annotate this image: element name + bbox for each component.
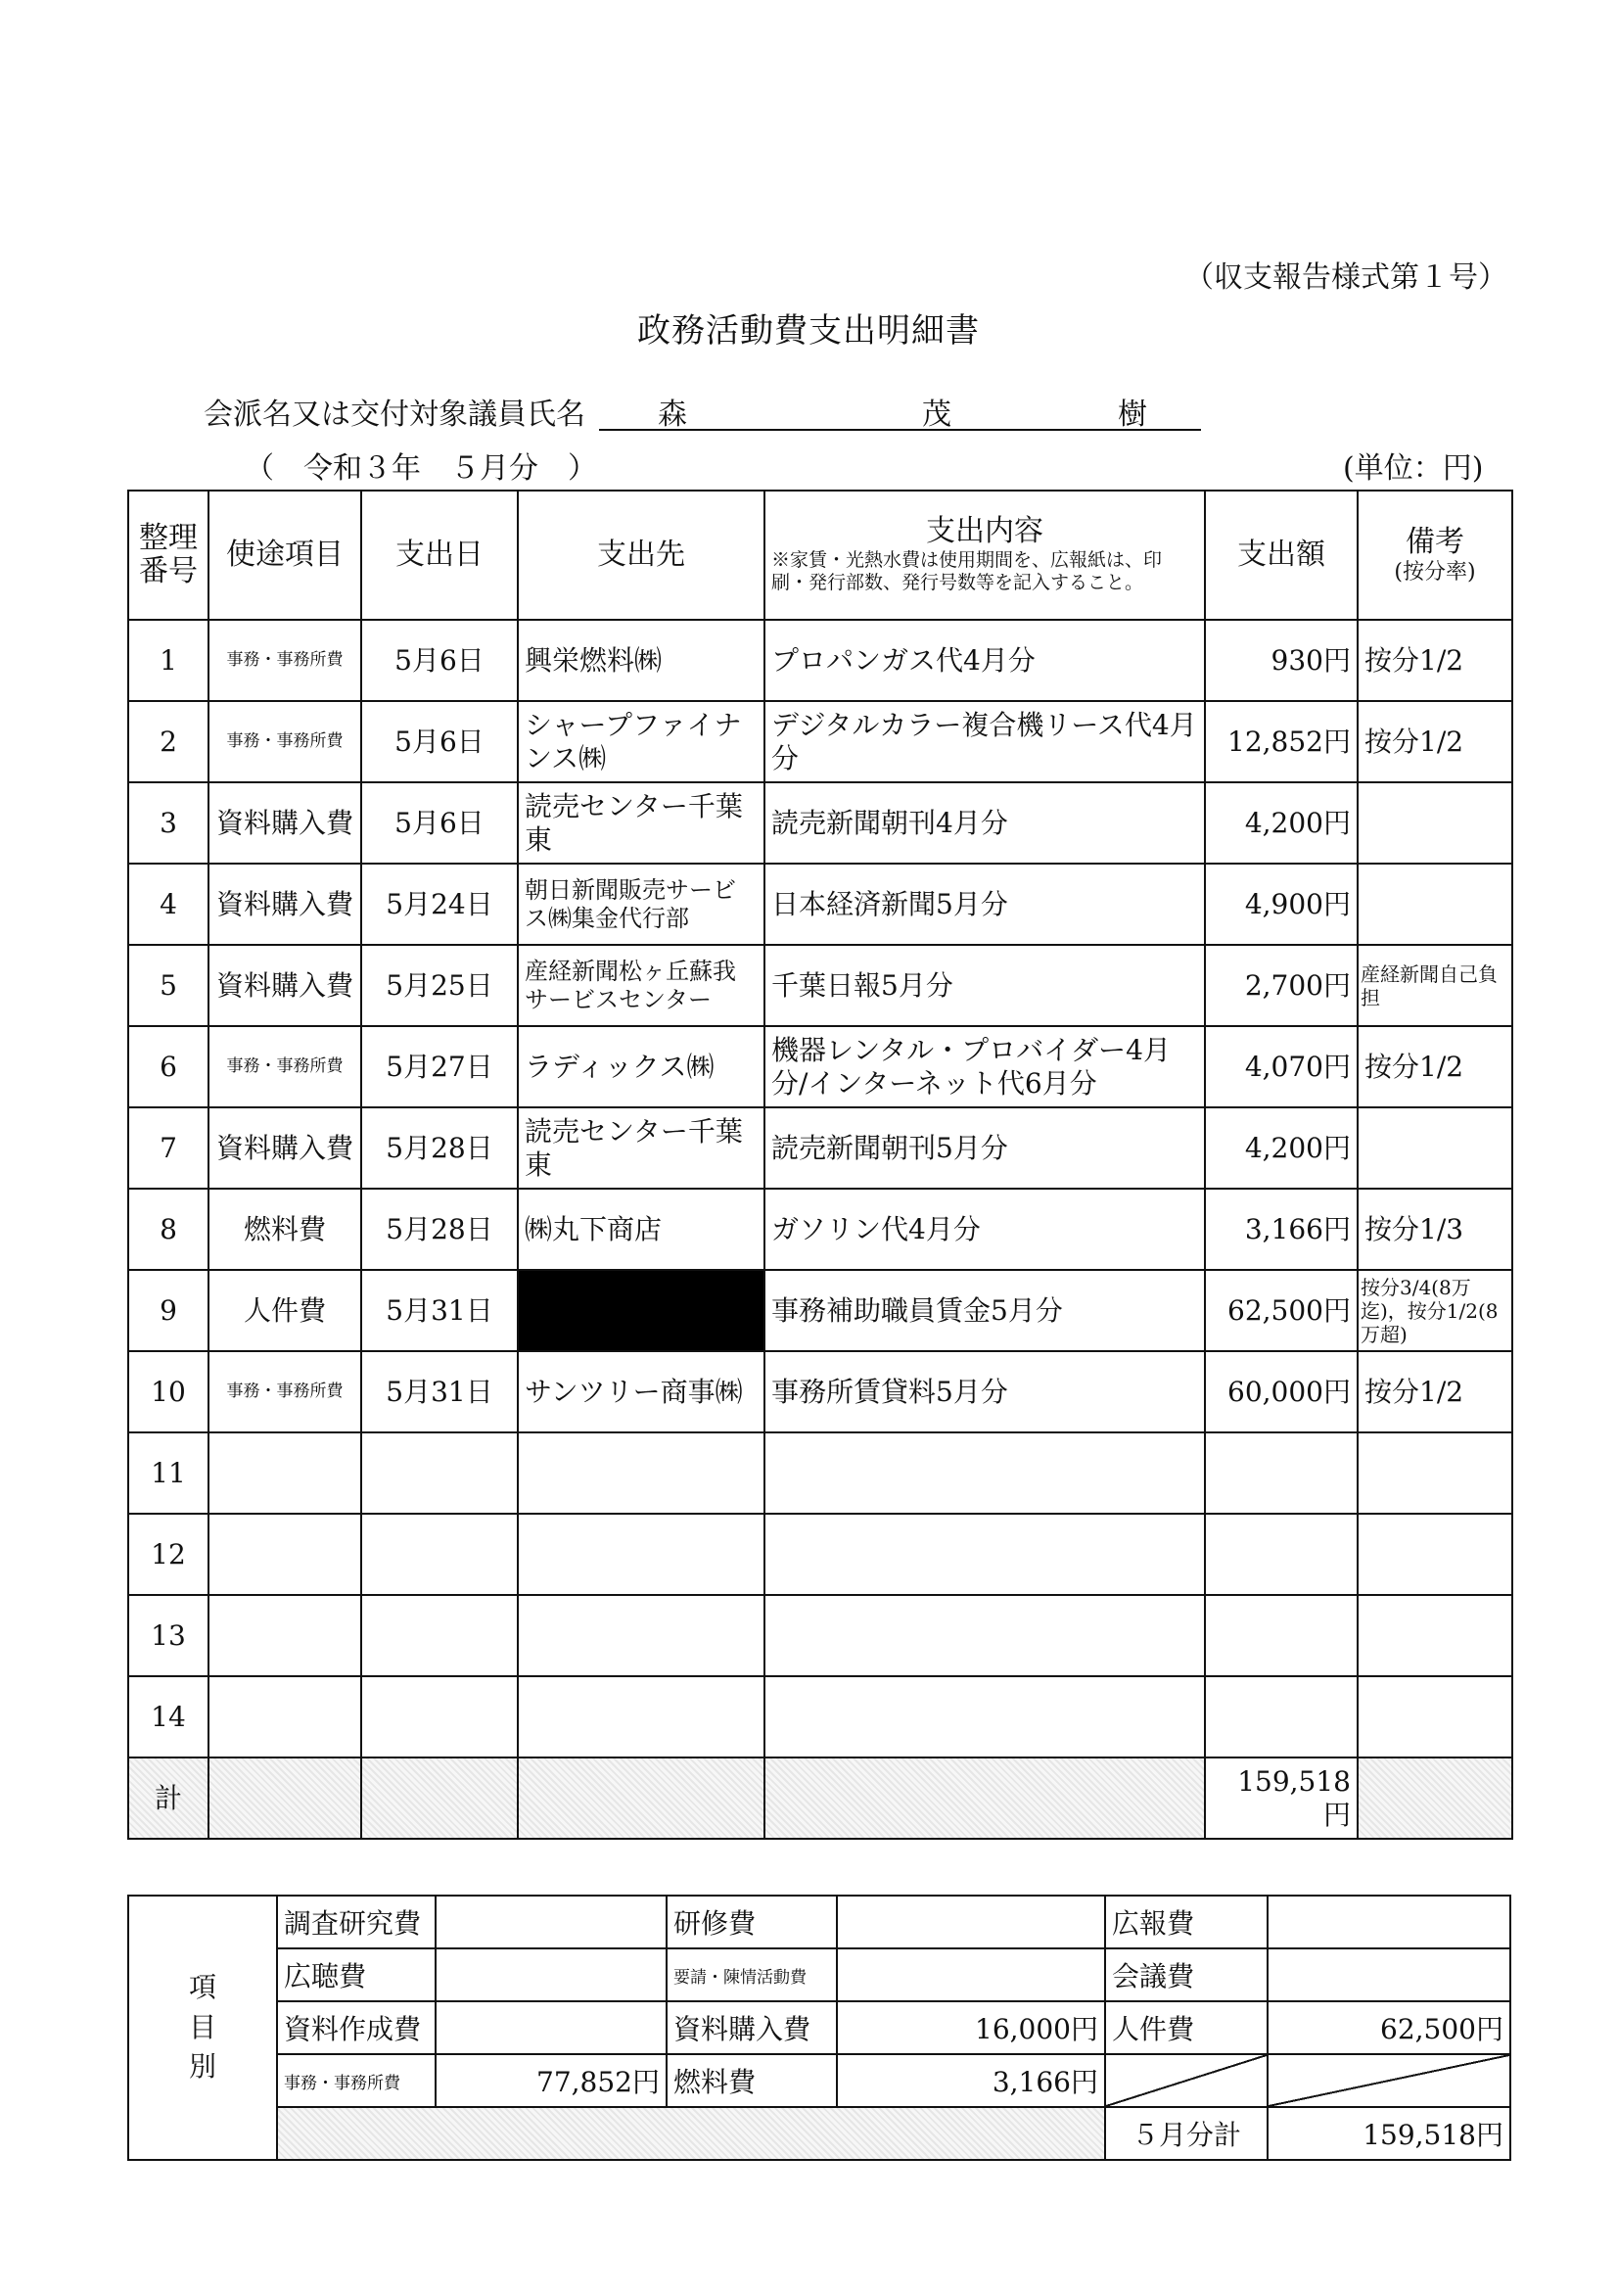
summary-label: 会議費 (1105, 1948, 1268, 2001)
summary-row (128, 1896, 1510, 1948)
header-date: 支出日 (361, 491, 518, 620)
row-remarks: 按分1/2 (1358, 1351, 1512, 1432)
name-label: 会派名又は交付対象議員氏名 (204, 398, 585, 432)
row-content (764, 1514, 1205, 1595)
name-part-1: 森 (658, 398, 687, 432)
summary-label: 燃料費 (667, 2054, 837, 2107)
row-no: 2 (128, 701, 208, 782)
row-amount: 3,166円 (1205, 1189, 1358, 1270)
summary-label: 調査研究費 (277, 1896, 436, 1948)
summary-total-row (128, 2107, 1510, 2160)
header-remarks (1358, 491, 1512, 620)
row-category: 資料購入費 (208, 864, 361, 945)
row-amount: 62,500円 (1205, 1270, 1358, 1351)
row-amount: 4,200円 (1205, 1107, 1358, 1189)
row-category: 事務・事務所費 (208, 701, 361, 782)
row-amount (1205, 1595, 1358, 1676)
row-content (764, 1676, 1205, 1757)
row-payee: サンツリー商事㈱ (518, 1351, 764, 1432)
row-remarks: 按分1/2 (1358, 1026, 1512, 1107)
row-remarks: 按分1/3 (1358, 1189, 1512, 1270)
row-amount (1205, 1514, 1358, 1595)
header-remarks-title: 備考 (1406, 525, 1464, 560)
row-amount: 4,900円 (1205, 864, 1358, 945)
row-no: 6 (128, 1026, 208, 1107)
row-payee (518, 1432, 764, 1514)
row-payee: シャープファイナンス㈱ (518, 701, 764, 782)
total-row (128, 1757, 1512, 1839)
header-content-title: 支出内容 (926, 514, 1043, 548)
row-content: 読売新聞朝刊4月分 (764, 782, 1205, 864)
row-remarks: 按分3/4(8万迄)，按分1/2(8万超) (1358, 1270, 1512, 1351)
row-no: 11 (128, 1432, 208, 1514)
table-row (128, 1514, 1512, 1595)
row-remarks (1358, 1514, 1512, 1595)
summary-value: 16,000円 (837, 2001, 1105, 2054)
name-part-3: 樹 (1118, 398, 1147, 432)
header-content-note: ※家賃・光熱水費は使用期間を、広報紙は、印刷・発行部数、発行号数等を記入すること。 (771, 548, 1163, 594)
table-row (128, 1595, 1512, 1676)
row-remarks (1358, 864, 1512, 945)
total-shade-4 (764, 1757, 1205, 1839)
row-date: 5月24日 (361, 864, 518, 945)
total-amount: 159,518円 (1205, 1757, 1358, 1839)
period: （ 令和３年 ５月分 ） (245, 451, 597, 486)
row-category (208, 1676, 361, 1757)
row-date: 5月31日 (361, 1351, 518, 1432)
row-content (764, 1432, 1205, 1514)
row-amount: 2,700円 (1205, 945, 1358, 1026)
row-remarks (1358, 1595, 1512, 1676)
row-date (361, 1676, 518, 1757)
row-content (764, 1595, 1205, 1676)
row-date: 5月27日 (361, 1026, 518, 1107)
row-content: 機器レンタル・プロバイダー4月分/インターネット代6月分 (764, 1026, 1205, 1107)
summary-row (128, 2001, 1510, 2054)
summary-value (1268, 1896, 1510, 1948)
row-payee (518, 1514, 764, 1595)
table-row (128, 620, 1512, 701)
header-payee: 支出先 (518, 491, 764, 620)
row-no: 13 (128, 1595, 208, 1676)
summary-value (837, 1948, 1105, 2001)
summary-value: 3,166円 (837, 2054, 1105, 2107)
summary-value (436, 2001, 667, 2054)
row-no: 3 (128, 782, 208, 864)
row-remarks: 産経新聞自己負担 (1358, 945, 1512, 1026)
row-no: 1 (128, 620, 208, 701)
row-category: 事務・事務所費 (208, 620, 361, 701)
table-row (128, 1676, 1512, 1757)
row-category: 資料購入費 (208, 945, 361, 1026)
row-date (361, 1514, 518, 1595)
total-label: 計 (128, 1757, 208, 1839)
table-row (128, 1432, 1512, 1514)
table-row (128, 1026, 1512, 1107)
row-payee: 朝日新聞販売サービス㈱集金代行部 (518, 864, 764, 945)
row-amount: 4,070円 (1205, 1026, 1358, 1107)
row-no: 7 (128, 1107, 208, 1189)
month-total-value: 159,518円 (1268, 2107, 1510, 2160)
unit-label: (単位：円) (1343, 451, 1484, 486)
row-payee: 産経新聞松ヶ丘蘇我サービスセンター (518, 945, 764, 1026)
header-amount: 支出額 (1205, 491, 1358, 620)
summary-row (128, 2054, 1510, 2107)
summary-label: 広報費 (1105, 1896, 1268, 1948)
row-no: 12 (128, 1514, 208, 1595)
expense-table (127, 490, 1513, 1840)
row-remarks (1358, 1432, 1512, 1514)
row-payee: 興栄燃料㈱ (518, 620, 764, 701)
summary-blank-diagonal (1105, 2054, 1268, 2107)
row-category: 資料購入費 (208, 782, 361, 864)
row-payee: 読売センター千葉東 (518, 1107, 764, 1189)
row-date: 5月6日 (361, 782, 518, 864)
row-category: 資料購入費 (208, 1107, 361, 1189)
summary-value (436, 1896, 667, 1948)
header-remarks-sub: (按分率) (1394, 559, 1476, 585)
total-shade-2 (361, 1757, 518, 1839)
table-row (128, 1270, 1512, 1351)
row-content: ガソリン代4月分 (764, 1189, 1205, 1270)
summary-value (1268, 1948, 1510, 2001)
summary-table (127, 1895, 1511, 2161)
row-remarks (1358, 782, 1512, 864)
row-no: 8 (128, 1189, 208, 1270)
row-content: 読売新聞朝刊5月分 (764, 1107, 1205, 1189)
row-content: 事務所賃貸料5月分 (764, 1351, 1205, 1432)
row-no: 9 (128, 1270, 208, 1351)
row-category (208, 1595, 361, 1676)
row-payee: ㈱丸下商店 (518, 1189, 764, 1270)
summary-label: 研修費 (667, 1896, 837, 1948)
total-shade-1 (208, 1757, 361, 1839)
row-payee (518, 1595, 764, 1676)
row-date: 5月31日 (361, 1270, 518, 1351)
row-category: 事務・事務所費 (208, 1026, 361, 1107)
row-date: 5月6日 (361, 620, 518, 701)
row-content: 事務補助職員賃金5月分 (764, 1270, 1205, 1351)
row-amount: 12,852円 (1205, 701, 1358, 782)
row-remarks: 按分1/2 (1358, 620, 1512, 701)
header-no: 整理番号 (128, 491, 208, 620)
summary-label: 広聴費 (277, 1948, 436, 2001)
row-category: 事務・事務所費 (208, 1351, 361, 1432)
summary-value: 77,852円 (436, 2054, 667, 2107)
row-payee (518, 1676, 764, 1757)
row-payee: ラディックス㈱ (518, 1026, 764, 1107)
total-shade-5 (1358, 1757, 1512, 1839)
summary-label: 資料作成費 (277, 2001, 436, 2054)
summary-value (837, 1896, 1105, 1948)
table-row (128, 945, 1512, 1026)
row-no: 5 (128, 945, 208, 1026)
side-char-3: 別 (188, 2050, 216, 2084)
summary-label: 人件費 (1105, 2001, 1268, 2054)
side-char-2: 目 (188, 2010, 216, 2043)
row-content: 千葉日報5月分 (764, 945, 1205, 1026)
table-header-row (128, 491, 1512, 620)
row-category: 人件費 (208, 1270, 361, 1351)
row-remarks (1358, 1676, 1512, 1757)
row-category: 燃料費 (208, 1189, 361, 1270)
table-row (128, 782, 1512, 864)
table-row (128, 1351, 1512, 1432)
row-no: 10 (128, 1351, 208, 1432)
summary-total-shade (277, 2107, 1105, 2160)
row-no: 4 (128, 864, 208, 945)
row-category (208, 1514, 361, 1595)
table-row (128, 1107, 1512, 1189)
row-amount (1205, 1676, 1358, 1757)
header-content (764, 491, 1205, 620)
summary-row (128, 1948, 1510, 2001)
summary-label: 要請・陳情活動費 (667, 1948, 837, 2001)
header-category: 使途項目 (208, 491, 361, 620)
table-row (128, 701, 1512, 782)
document-title: 政務活動費支出明細書 (637, 311, 980, 351)
row-category (208, 1432, 361, 1514)
summary-value: 62,500円 (1268, 2001, 1510, 2054)
summary-label: 事務・事務所費 (277, 2054, 436, 2107)
table-row (128, 864, 1512, 945)
member-name-field (599, 390, 1201, 431)
row-date: 5月25日 (361, 945, 518, 1026)
row-amount (1205, 1432, 1358, 1514)
month-total-label: ５月分計 (1105, 2107, 1268, 2160)
form-number: （収支報告様式第１号） (1184, 260, 1507, 295)
row-no: 14 (128, 1676, 208, 1757)
side-char-1: 項 (188, 1971, 216, 2004)
row-amount: 4,200円 (1205, 782, 1358, 864)
summary-label: 資料購入費 (667, 2001, 837, 2054)
row-content: 日本経済新聞5月分 (764, 864, 1205, 945)
row-content: プロパンガス代4月分 (764, 620, 1205, 701)
row-remarks: 按分1/2 (1358, 701, 1512, 782)
total-shade-3 (518, 1757, 764, 1839)
row-date: 5月28日 (361, 1107, 518, 1189)
row-payee: 読売センター千葉東 (518, 782, 764, 864)
summary-value (436, 1948, 667, 2001)
table-row (128, 1189, 1512, 1270)
summary-blank-diagonal (1268, 2054, 1510, 2107)
row-date (361, 1595, 518, 1676)
summary-side-label (128, 1896, 277, 2160)
row-amount: 60,000円 (1205, 1351, 1358, 1432)
row-date: 5月6日 (361, 701, 518, 782)
row-payee (518, 1270, 764, 1351)
row-remarks (1358, 1107, 1512, 1189)
name-part-2: 茂 (922, 398, 951, 432)
row-amount: 930円 (1205, 620, 1358, 701)
row-date (361, 1432, 518, 1514)
row-content: デジタルカラー複合機リース代4月分 (764, 701, 1205, 782)
row-date: 5月28日 (361, 1189, 518, 1270)
